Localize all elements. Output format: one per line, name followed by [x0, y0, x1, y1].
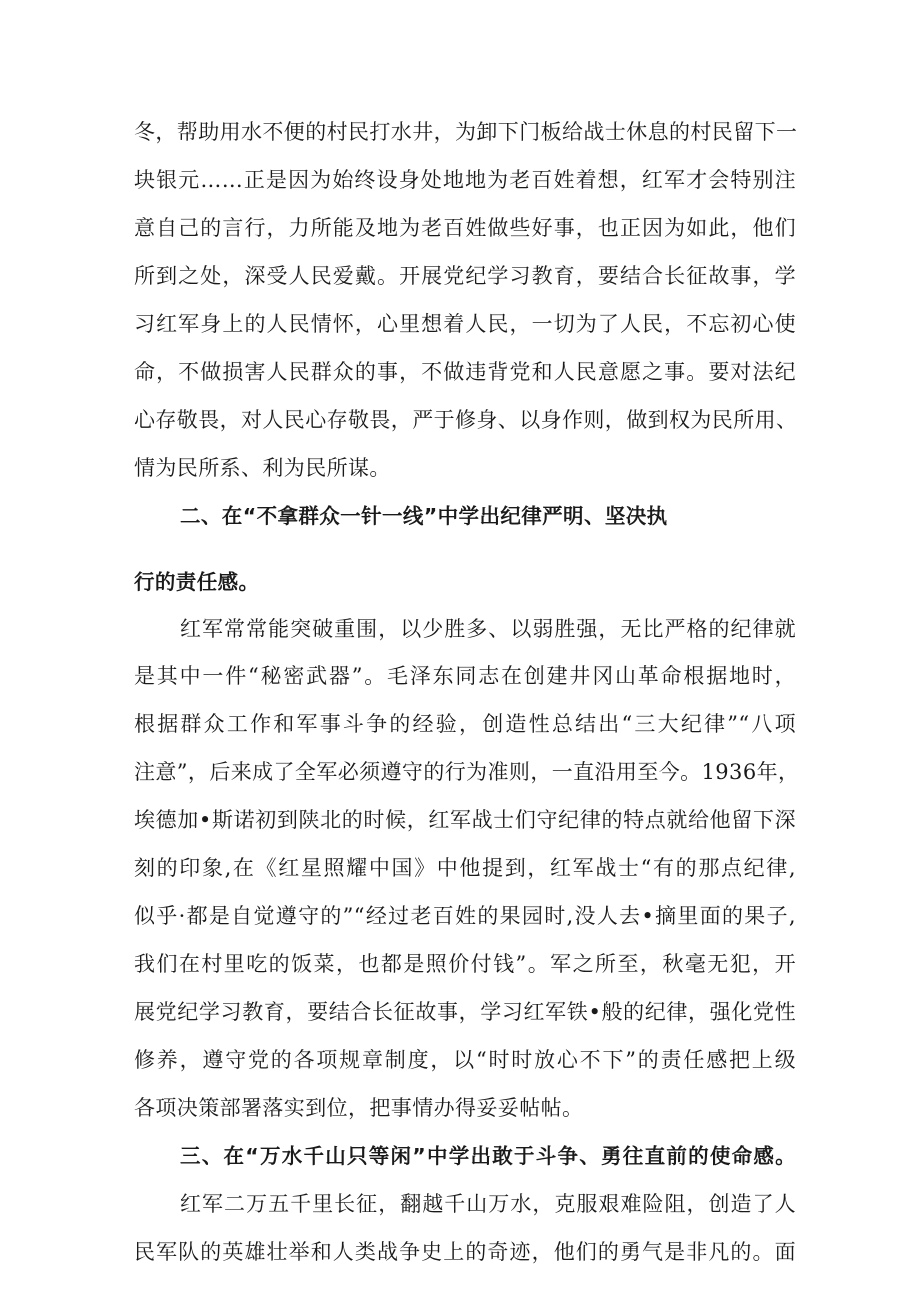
paragraph-line: 各项决策部署落实到位，把事情办得妥妥帖帖。: [134, 1096, 584, 1120]
paragraph-line: 命，不做损害人民群众的事，不做违背党和人民意愿之事。要对法纪: [134, 360, 796, 384]
paragraph-line: 冬，帮助用水不便的村民打水井，为卸下门板给战士休息的村民留下一: [134, 120, 798, 144]
section-heading: 二、在“不拿群众一针一线”中学出纪律严明、坚决执: [180, 504, 668, 528]
paragraph-line: 是其中一件“秘密武器”。毛泽东同志在创建井冈山革命根据地时，: [134, 664, 796, 688]
paragraph-line: 根据群众工作和军事斗争的经验，创造性总结出“三大纪律”“八项: [134, 712, 796, 736]
paragraph-line: 注意”，后来成了全军必须遵守的行为准则，一直沿用至今。1936年，: [134, 760, 800, 784]
paragraph-line: 红军二万五千里长征，翻越千山万水，克服艰难险阻，创造了人: [180, 1192, 796, 1216]
paragraph-line: 似乎·都是自觉遵守的”“经过老百姓的果园时,没人去•摘里面的果子,: [134, 904, 796, 928]
paragraph-line: 所到之处，深受人民爱戴。开展党纪学习教育，要结合长征故事，学: [134, 264, 796, 288]
paragraph-line: 习红军身上的人民情怀，心里想着人民，一切为了人民，不忘初心使: [134, 312, 796, 336]
paragraph-line: 情为民所系、利为民所谋。: [134, 456, 391, 480]
paragraph-line: 展党纪学习教育，要结合长征故事，学习红军铁•般的纪律，强化党性: [134, 1000, 796, 1024]
paragraph-line: 意自己的言行，力所能及地为老百姓做些好事，也正因为如此，他们: [134, 216, 796, 240]
section-heading: 三、在“万水千山只等闲”中学出敢于斗争、勇往直前的使命感。: [180, 1144, 796, 1168]
paragraph-line: 民军队的英雄壮举和人类战争史上的奇迹，他们的勇气是非凡的。面: [134, 1240, 796, 1264]
paragraph-line: 我们在村里吃的饭菜，也都是照价付钱”。军之所至，秋毫无犯，开: [134, 952, 796, 976]
paragraph-line: 块银元……正是因为始终设身处地地为老百姓着想，红军才会特别注: [134, 168, 796, 192]
paragraph-line: 埃德加•斯诺初到陕北的时候，红军战士们守纪律的特点就给他留下深: [134, 808, 796, 832]
paragraph-line: 红军常常能突破重围，以少胜多、以弱胜强，无比严格的纪律就: [180, 617, 796, 641]
paragraph-line: 修养，遵守党的各项规章制度，以“时时放心不下”的责任感把上级: [134, 1048, 796, 1072]
paragraph-line: 心存敬畏，对人民心存敬畏，严于修身、以身作则，做到权为民所用、: [134, 408, 798, 432]
section-heading: 行的责任感。: [134, 570, 260, 594]
paragraph-line: 刻的印象,在《红星照耀中国》中他提到，红军战士“有的那点纪律,: [134, 856, 796, 880]
